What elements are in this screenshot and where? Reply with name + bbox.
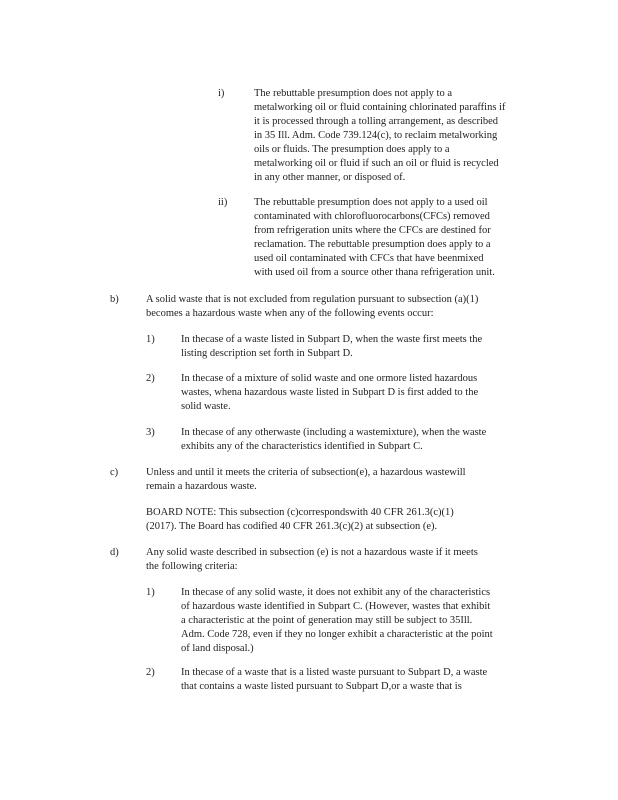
text-line: metalworking oil or fluid if such an oil or fluid is recycled (254, 158, 499, 169)
text-line: In thecase of any otherwaste (including a wastemixture), when the waste (181, 427, 487, 438)
text-line: with used oil from a source other thana refrigeration unit. (254, 267, 495, 278)
item-label-c: c) (110, 467, 119, 478)
paragraph-d-not-hazardous (146, 546, 524, 574)
paragraph-c-remains-hazardous (146, 466, 516, 494)
text-line: In thecase of a waste that is a listed waste pursuant to Subpart D, a waste (181, 667, 488, 678)
text-line: from refrigeration units where the CFCs are destined for (254, 225, 491, 236)
text-line: Unless and until it meets the criteria of subsection(e), a hazardous wastewill (146, 467, 466, 478)
paragraph-b-2 (181, 372, 521, 414)
item-label-d-2: 2) (146, 667, 155, 678)
text-line: Any solid waste described in subsection (e) is not a hazardous waste if it meets (146, 547, 478, 558)
text-line: listing description set forth in Subpart D. (181, 348, 353, 359)
board-note (146, 506, 486, 534)
text-line: exhibits any of the characteristics identified in Subpart C. (181, 441, 423, 452)
text-line: becomes a hazardous waste when any of the following events occur: (146, 308, 434, 319)
text-line: The rebuttable presumption does not apply to a used oil (254, 197, 488, 208)
item-label-b-1: 1) (146, 334, 155, 345)
item-label-d: d) (110, 547, 119, 558)
text-line: used oil contaminated with CFCs that have beenmixed (254, 253, 484, 264)
item-label-b-3: 3) (146, 427, 155, 438)
item-label-b: b) (110, 294, 119, 305)
item-label-d-1: 1) (146, 587, 155, 598)
text-line: solid waste. (181, 401, 231, 412)
text-line: in any other manner, or disposed of. (254, 172, 406, 183)
text-line: In thecase of a waste listed in Subpart D, when the waste first meets the (181, 334, 483, 345)
item-label-b-2: 2) (146, 373, 155, 384)
item-label-ii: ii) (218, 197, 228, 208)
paragraph-d-2 (181, 666, 529, 694)
text-line: the following criteria: (146, 561, 238, 572)
text-line: BOARD NOTE: This subsection (c)correspondswith 40 CFR 261.3(c)(1) (146, 507, 454, 518)
text-line: in 35 Ill. Adm. Code 739.124(c), to reclaim metalworking (254, 130, 498, 141)
text-line: of hazardous waste identified in Subpart C. (However, wastes that exhibit (181, 601, 491, 612)
item-label-i: i) (218, 88, 225, 99)
text-line: wastes, whena hazardous waste listed in Subpart D is first added to the (181, 387, 479, 398)
text-line: a characteristic at the point of generation may still be subject to 35Ill. (181, 615, 473, 626)
text-line: reclamation. The rebuttable presumption does apply to a (254, 239, 491, 250)
text-line: oils or fluids. The presumption does apply to a (254, 144, 450, 155)
text-line: In thecase of any solid waste, it does not exhibit any of the characteristics (181, 587, 491, 598)
text-line: In thecase of a mixture of solid waste and one ormore listed hazardous (181, 373, 478, 384)
text-line: it is processed through a tolling arrangement, as described (254, 116, 499, 127)
text-line: that contains a waste listed pursuant to Subpart D,or a waste that is (181, 681, 462, 692)
text-line: The rebuttable presumption does not apply to a (254, 88, 452, 99)
paragraph-b-1 (181, 333, 526, 361)
paragraph-ii-cfc-oil (254, 196, 530, 280)
text-line: Adm. Code 728, even if they no longer exhibit a characteristic at the point (181, 629, 493, 640)
text-line: contaminated with chlorofluorocarbons(CFCs) removed (254, 211, 490, 222)
paragraph-b-3 (181, 426, 526, 454)
text-line: (2017). The Board has codified 40 CFR 261.3(c)(2) at subsection (e). (146, 521, 438, 532)
paragraph-i-metalworking-oil (254, 87, 544, 185)
text-line: metalworking oil or fluid containing chlorinated paraffins if (254, 102, 506, 113)
paragraph-b-becomes-hazardous (146, 293, 526, 321)
text-line: remain a hazardous waste. (146, 481, 257, 492)
text-line: of land disposal.) (181, 643, 254, 654)
text-line: A solid waste that is not excluded from regulation pursuant to subsection (a)(1) (146, 294, 479, 305)
paragraph-d-1 (181, 586, 538, 656)
